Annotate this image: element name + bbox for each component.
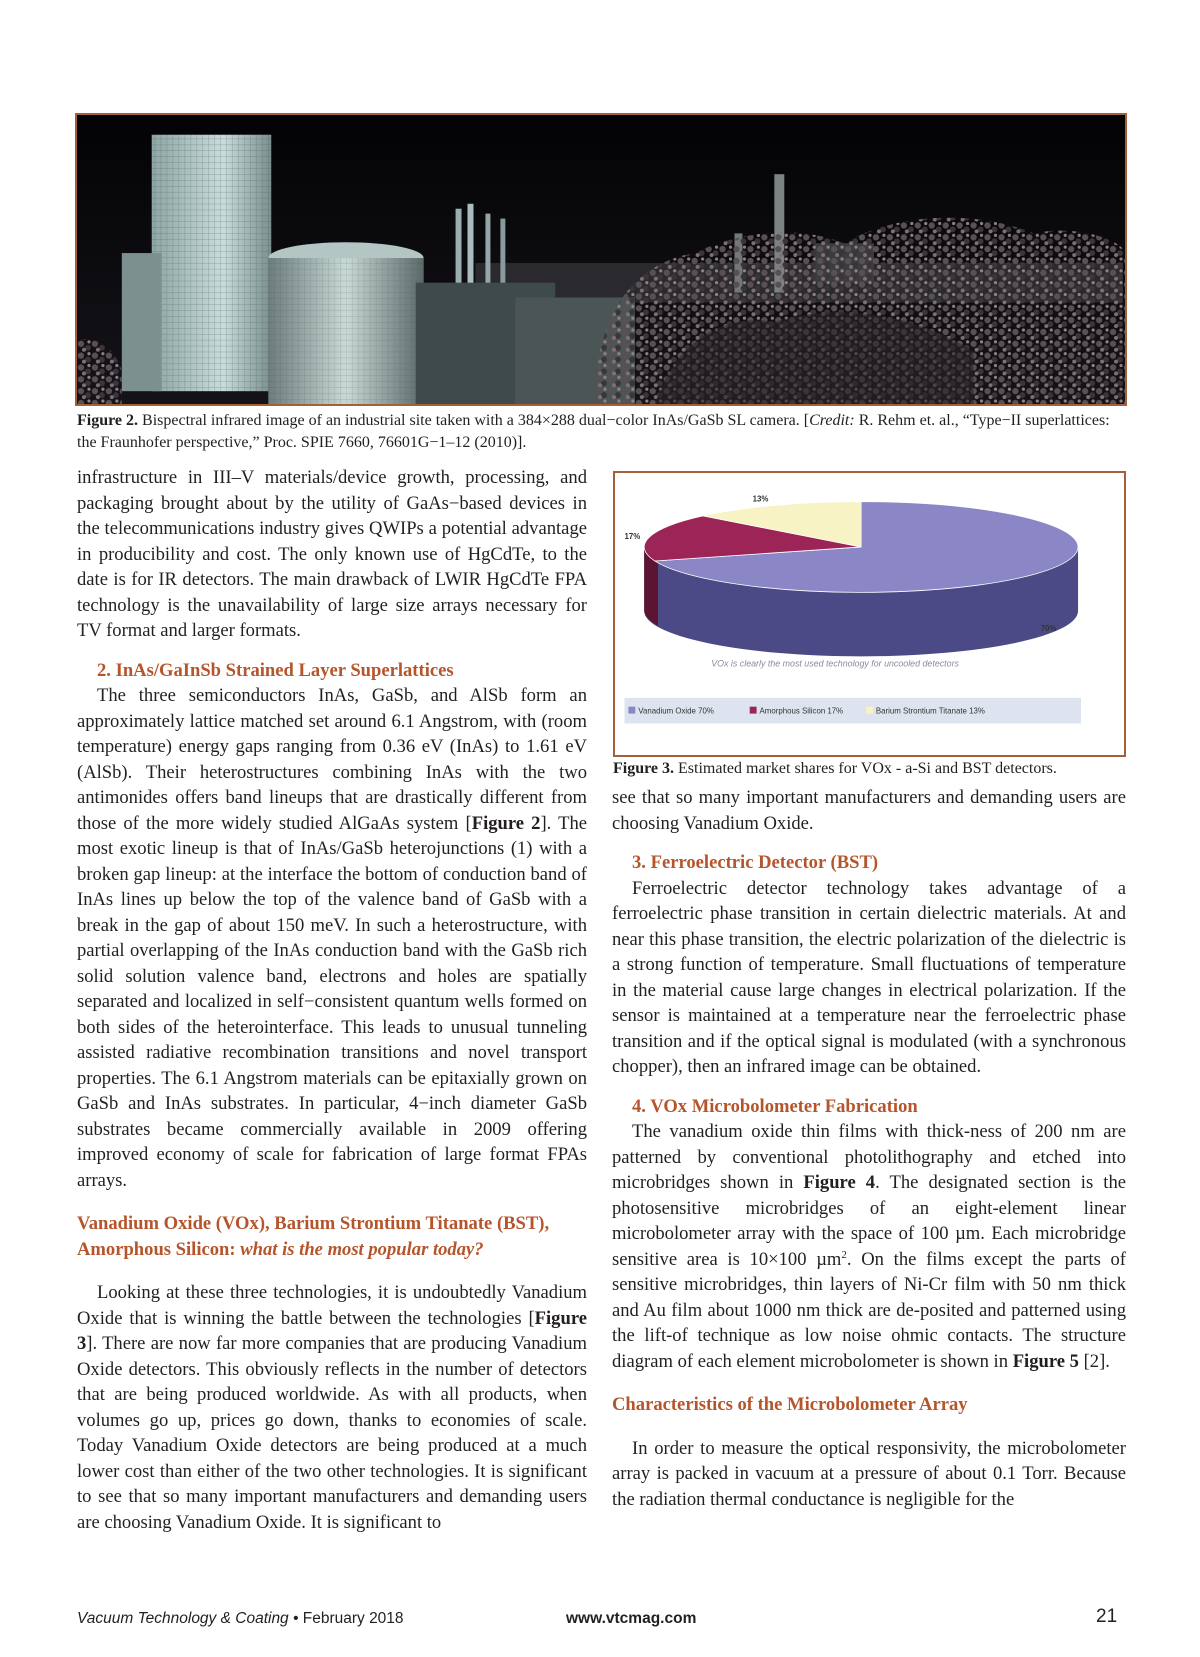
- legend-swatch-vanadium-oxide: [628, 707, 635, 714]
- paragraph-superlattices-continued: ]. The most exotic lineup is that of InAs/GaSb heterojunctions (1) with a broken gap lineup: at the interface the bottom of conduction band of InAs lines up below the top of the valence band of GaSb with a break in the gap of about 150 meV. In such a heterostructure, with partial overlapping of the InAs conduction band with the GaSb rich solid solution valence band, electrons and holes are spatially separated and localized in self−consistent quantum wells formed on both sides of the heterointerface. This leads to unusual tunneling assisted radiative recombination transitions and novel transport properties. The 6.1 Angstrom materials can be epitaxially grown on GaSb and InAs substrates. In particular, 4−inch diameter GaSb substrates became commercially available in 2009 offering improved economy of scale for fabrication of large format FPAs arrays.: [77, 812, 588, 1191]
- figure-2-label: Figure 2.: [77, 412, 139, 429]
- legend-swatch-barium-strontium-titanate: [866, 707, 873, 714]
- section-heading-inas-gainsb: 2. InAs/GaInSb Strained Layer Superlattices: [97, 659, 454, 681]
- paragraph-vox-fabrication-text: The vanadium oxide thin films with thick-ness of 200 nm are patterned by conventional photolithography and etched into microbridges shown in: [612, 1121, 1126, 1193]
- legend-label-amorphous-silicon: Amorphous Silicon 17%: [759, 706, 844, 716]
- paragraph-three-technologies: [77, 1280, 587, 1535]
- pie-label-13: 13%: [752, 494, 769, 504]
- chart-subtitle: VOx is clearly the most used technology for uncooled detectors: [711, 658, 959, 669]
- right-column: [612, 785, 1126, 1512]
- section-heading-ferroelectric: 3. Ferroelectric Detector (BST): [632, 852, 879, 873]
- figure-3-pie-chart: [613, 471, 1126, 757]
- paragraph-vox-fabrication-more: . On the films except the parts of sensitive microbridges, thin layers of Ni-Cr film with 50 nm thick and Au film about 1000 nm thick are de-posited and patterned using the lift-of technique as low noise ohmic contacts. The structure diagram of each element microbolometer is shown in: [612, 1248, 1126, 1372]
- figure-2-infrared-image: [75, 113, 1127, 406]
- figure-3-reference: Figure 3: [77, 1307, 587, 1354]
- superscript-squared: 2: [841, 1248, 847, 1261]
- section-heading-characteristics: Characteristics of the Microbolometer Array: [612, 1394, 968, 1415]
- infrared-industrial-site-image: [77, 115, 1125, 404]
- figure-3-label: Figure 3.: [613, 760, 675, 777]
- footer-url[interactable]: www.vtcmag.com: [566, 1610, 697, 1627]
- paragraph-three-technologies-continued: ]. There are now far more companies that are producing Vanadium Oxide detectors. This obviously reflects in the number of detectors that are being produced worldwide. As with all products, when volumes go up, prices go down, thanks to economies of scale. Today Vanadium Oxide detectors are being produced at a much lower cost than either of the two other technologies. It is significant to see that so many important manufacturers and demanding users are choosing Vanadium Oxide. It is significant to: [77, 1333, 587, 1533]
- legend-swatch-amorphous-silicon: [750, 707, 757, 714]
- section-heading-vox-fabrication: 4. VOx Microbolometer Fabrication: [632, 1095, 918, 1117]
- footer-publication: [77, 1610, 404, 1628]
- page-number: 21: [1096, 1606, 1118, 1627]
- figure-2-caption-source: R. Rehm et. al., “Type−II superlattices: the Fraunhofer perspective,” Proc. SPIE 7660, 76601G−1–12 (2010)].: [77, 412, 1110, 451]
- paragraph-superlattices: [77, 683, 587, 1193]
- paragraph-infrastructure: infrastructure in III–V materials/device growth, processing, and packaging brought about by the utility of GaAs−based devices in the telecommunications industry gives QWIPs a potential advantage in producibility and cost. The only known use of HgCdTe, to the date is for IR detectors. The main drawback of LWIR HgCdTe FPA technology is the unavailability of large size arrays necessary for TV format and larger formats.: [77, 467, 587, 641]
- legend-label-vanadium-oxide: Vanadium Oxide 70%: [638, 706, 714, 716]
- pie-slices: [644, 502, 1078, 593]
- pie-label-70: 70%: [1040, 623, 1057, 633]
- paragraph-choosing-vox: see that so many important manufacturers and demanding users are choosing Vanadium Oxide.: [612, 787, 1126, 834]
- pie-chart-svg: [615, 473, 1124, 755]
- section-heading-vox-bst-asi: [77, 1211, 587, 1262]
- paragraph-vox-fabrication-end: [2].: [1078, 1350, 1110, 1372]
- footer-bullet: •: [288, 1610, 303, 1627]
- footer-publication-name: Vacuum Technology & Coating: [77, 1610, 289, 1627]
- left-column: [77, 465, 587, 1535]
- paragraph-vox-fabrication: [612, 1119, 1126, 1374]
- paragraph-optical-responsivity: In order to measure the optical responsivity, the microbolometer array is packed in vacuum at a pressure of about 0.1 Torr. Because the radiation thermal conductance is negligible for the: [612, 1437, 1126, 1510]
- section-heading-vox-text: Vanadium Oxide (VOx), Barium Strontium Titanate (BST), Amorphous Silicon:: [77, 1213, 550, 1260]
- paragraph-vox-fabrication-continued: . The designated section is the photosensitive microbridges of an eight-element linear microbolometer array with the space of 100 µm. Each microbridge sensitive area is 10×100 µm: [612, 1172, 1127, 1270]
- pie-label-17: 17%: [624, 532, 641, 542]
- figure-5-reference: Figure 5: [1012, 1350, 1079, 1372]
- section-heading-vox-question: what is the most popular today?: [240, 1238, 484, 1260]
- paragraph-three-technologies-text: Looking at these three technologies, it is undoubtedly Vanadium Oxide that is winning the battle between the technologies [: [77, 1282, 587, 1329]
- paragraph-superlattices-text: The three semiconductors InAs, GaSb, and AlSb form an approximately lattice matched set around 6.1 Angstrom, with (room temperature) energy gaps ranging from 0.36 eV (InAs) to 1.61 eV (AlSb). Their heterostructures combining InAs with the two antimonides offers band lineups that are drastically different from those of the more widely studied AlGaAs system [: [77, 685, 587, 834]
- legend-label-barium-strontium-titanate: Barium Strontium Titanate 13%: [875, 706, 985, 716]
- figure-2-caption-text: Bispectral infrared image of an industrial site taken with a 384×288 dual−color InAs/GaSb SL camera. [: [138, 412, 810, 429]
- footer-date: February 2018: [302, 1610, 404, 1627]
- figure-3-caption: [613, 759, 1133, 779]
- figure-4-reference: Figure 4: [803, 1172, 876, 1193]
- figure-2-reference: Figure 2: [471, 812, 541, 834]
- figure-2-caption: [77, 410, 1127, 454]
- figure-3-caption-text: Estimated market shares for VOx - a-Si and BST detectors.: [674, 760, 1057, 777]
- figure-2-credit-label: Credit:: [809, 412, 855, 429]
- paragraph-ferroelectric: Ferroelectric detector technology takes advantage of a ferroelectric phase transition in certain dielectric materials. At and near this phase transition, the electric polarization of the dielectric is a strong function of temperature. Small fluctuations of temperature in the material cause large changes in electrical polarization. If the sensor is maintained at a temperature near the ferroelectric phase transition and if the optical signal is modulated (with a synchronous chopper), then an infrared image can be obtained.: [612, 877, 1126, 1077]
